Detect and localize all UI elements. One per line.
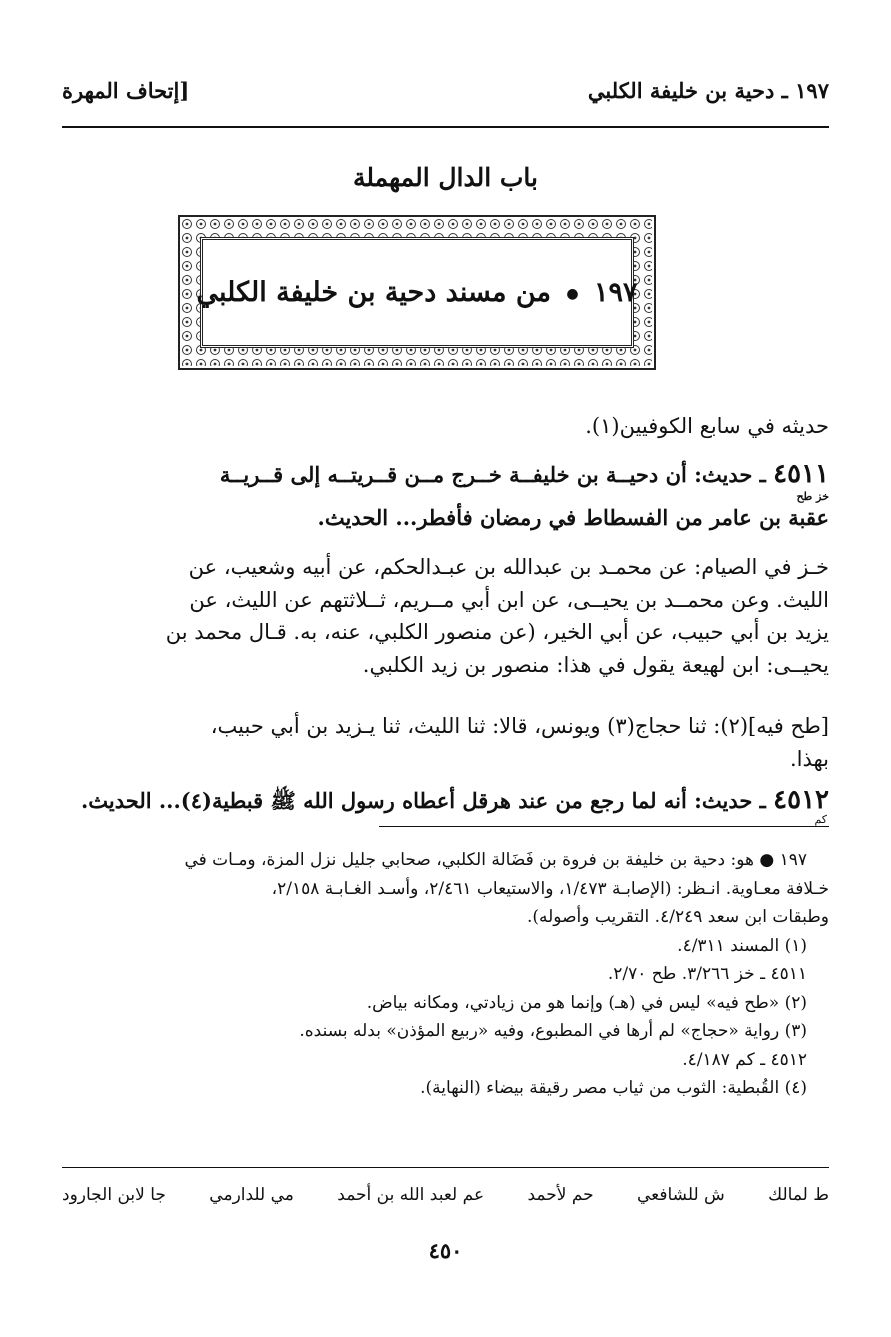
isnad-paragraph bbox=[62, 551, 829, 681]
footnote-item: (٢) «طح فيه» ليس في (هـ) وإنما هو من زيادتي، ومكانه بياض. bbox=[366, 992, 807, 1013]
hadith-4511-line1 bbox=[62, 454, 829, 494]
musnad-title-inner-box bbox=[196, 237, 638, 348]
hadith-4511-text-line1: ـ حديث: أن دحيــة بن خليفــة خــرج مــن قــريتــه إلى قــريــة bbox=[219, 462, 766, 487]
page-number: ٤٥٠ bbox=[428, 1238, 463, 1263]
abbreviation: عم لعبد الله بن أحمد bbox=[337, 1185, 485, 1205]
running-head-entry-title: ١٩٧ ـ دحية بن خليفة الكلبي bbox=[587, 78, 829, 103]
abbreviation: ط لمالك bbox=[768, 1185, 829, 1205]
musnad-name: من مسند دحية بن خليفة الكلبي bbox=[196, 277, 551, 308]
footnote-item: ٤٥١٢ ـ كم ٤/١٨٧. bbox=[682, 1049, 807, 1070]
hadith-4511-line2-wrap bbox=[62, 490, 829, 535]
hadith-4512 bbox=[62, 780, 829, 820]
intro-line: حديثه في سابع الكوفيين(١). bbox=[585, 414, 829, 438]
abbreviation: حم لأحمد bbox=[527, 1185, 594, 1205]
abbreviations-key bbox=[62, 1185, 829, 1205]
tah-paragraph bbox=[62, 710, 829, 775]
isnad-line: الليث. وعن محمــد بن يحيــى، عن ابن أبي مــريم، ثــلاثتهم عن الليث، عن bbox=[189, 587, 829, 612]
footnote-item: (٣) رواية «حجاج» لم أرها في المطبوع، وفيه «ربيع المؤذن» بدله بسنده. bbox=[299, 1021, 807, 1042]
footnotes bbox=[62, 846, 829, 1103]
tah-line: بهذا. bbox=[789, 746, 829, 771]
footnote-rule bbox=[379, 826, 829, 827]
isnad-line: يزيد بن أبي حبيب، عن أبي الخير، (عن منصور الكلبي، عنه، به. قـال محمد بن bbox=[165, 620, 829, 645]
footnote-main-line: ١٩٧ ● هو: دحية بن خليفة بن فروة بن فَضَالة الكلبي، صحابي جليل نزل المزة، ومـات في bbox=[184, 850, 807, 870]
abbreviations-rule bbox=[62, 1167, 829, 1168]
footnote-main-line: وطبقات ابن سعد ٤/٢٤٩. التقريب وأصوله). bbox=[526, 907, 829, 928]
musnad-title-frame bbox=[178, 215, 656, 370]
musnad-title bbox=[197, 277, 638, 308]
bullet-icon: ● bbox=[566, 285, 579, 302]
hadith-4511-sigla: خز طح bbox=[796, 490, 829, 504]
footnote-item: (١) المسند ٤/٣١١. bbox=[677, 935, 807, 956]
abbreviation: مي للدارمي bbox=[209, 1185, 294, 1205]
hadith-4512-text: ـ حديث: أنه لما رجع من عند هرقل أعطاه رسول الله ﷺ قبطية(٤)... الحديث. bbox=[80, 788, 766, 813]
hadith-4511 bbox=[62, 454, 829, 535]
footnote-item: ٤٥١١ ـ خز ٣/٢٦٦. طح ٢/٧٠. bbox=[607, 964, 807, 985]
hadith-4511-text-line2: عقبة بن عامر من الفسطاط في رمضان فأفطر... الحديث. bbox=[317, 505, 829, 531]
abbreviation: جا لابن الجارود bbox=[62, 1185, 166, 1205]
abbreviation: ش للشافعي bbox=[637, 1185, 725, 1205]
isnad-line: يحيــى: ابن لهيعة يقول في هذا: منصور بن زيد الكلبي. bbox=[362, 652, 829, 677]
chapter-title: باب الدال المهملة bbox=[353, 163, 538, 192]
tah-line: [طح فيه](٢): ثنا حجاج(٣) ويونس، قالا: ثنا الليث، ثنا يـزيد بن أبي حبيب، bbox=[210, 714, 829, 738]
musnad-number: ١٩٧ bbox=[593, 277, 638, 308]
footnote-main-line: خـلافة معـاوية. انـظر: (الإصابـة ١/٤٧٣، والاستيعاب ٢/٤٦١، وأسـد الغـابـة ٢/١٥٨، bbox=[271, 878, 829, 899]
footnote-item: (٤) القُبطية: الثوب من ثياب مصر رقيقة بيضاء (النهاية). bbox=[420, 1078, 807, 1099]
hadith-4511-number: ٤٥١١ bbox=[773, 459, 829, 489]
running-head bbox=[62, 78, 829, 118]
header-rule bbox=[62, 126, 829, 128]
isnad-line: خـز في الصيام: عن محمـد بن عبدالله بن عبـدالحكم، عن أبيه وشعيب، عن bbox=[188, 555, 829, 579]
hadith-4512-number: ٤٥١٢ bbox=[773, 785, 829, 815]
running-head-book-title: [إتحاف المهرة bbox=[62, 78, 190, 103]
hadith-4512-sigla: كم bbox=[814, 813, 827, 826]
